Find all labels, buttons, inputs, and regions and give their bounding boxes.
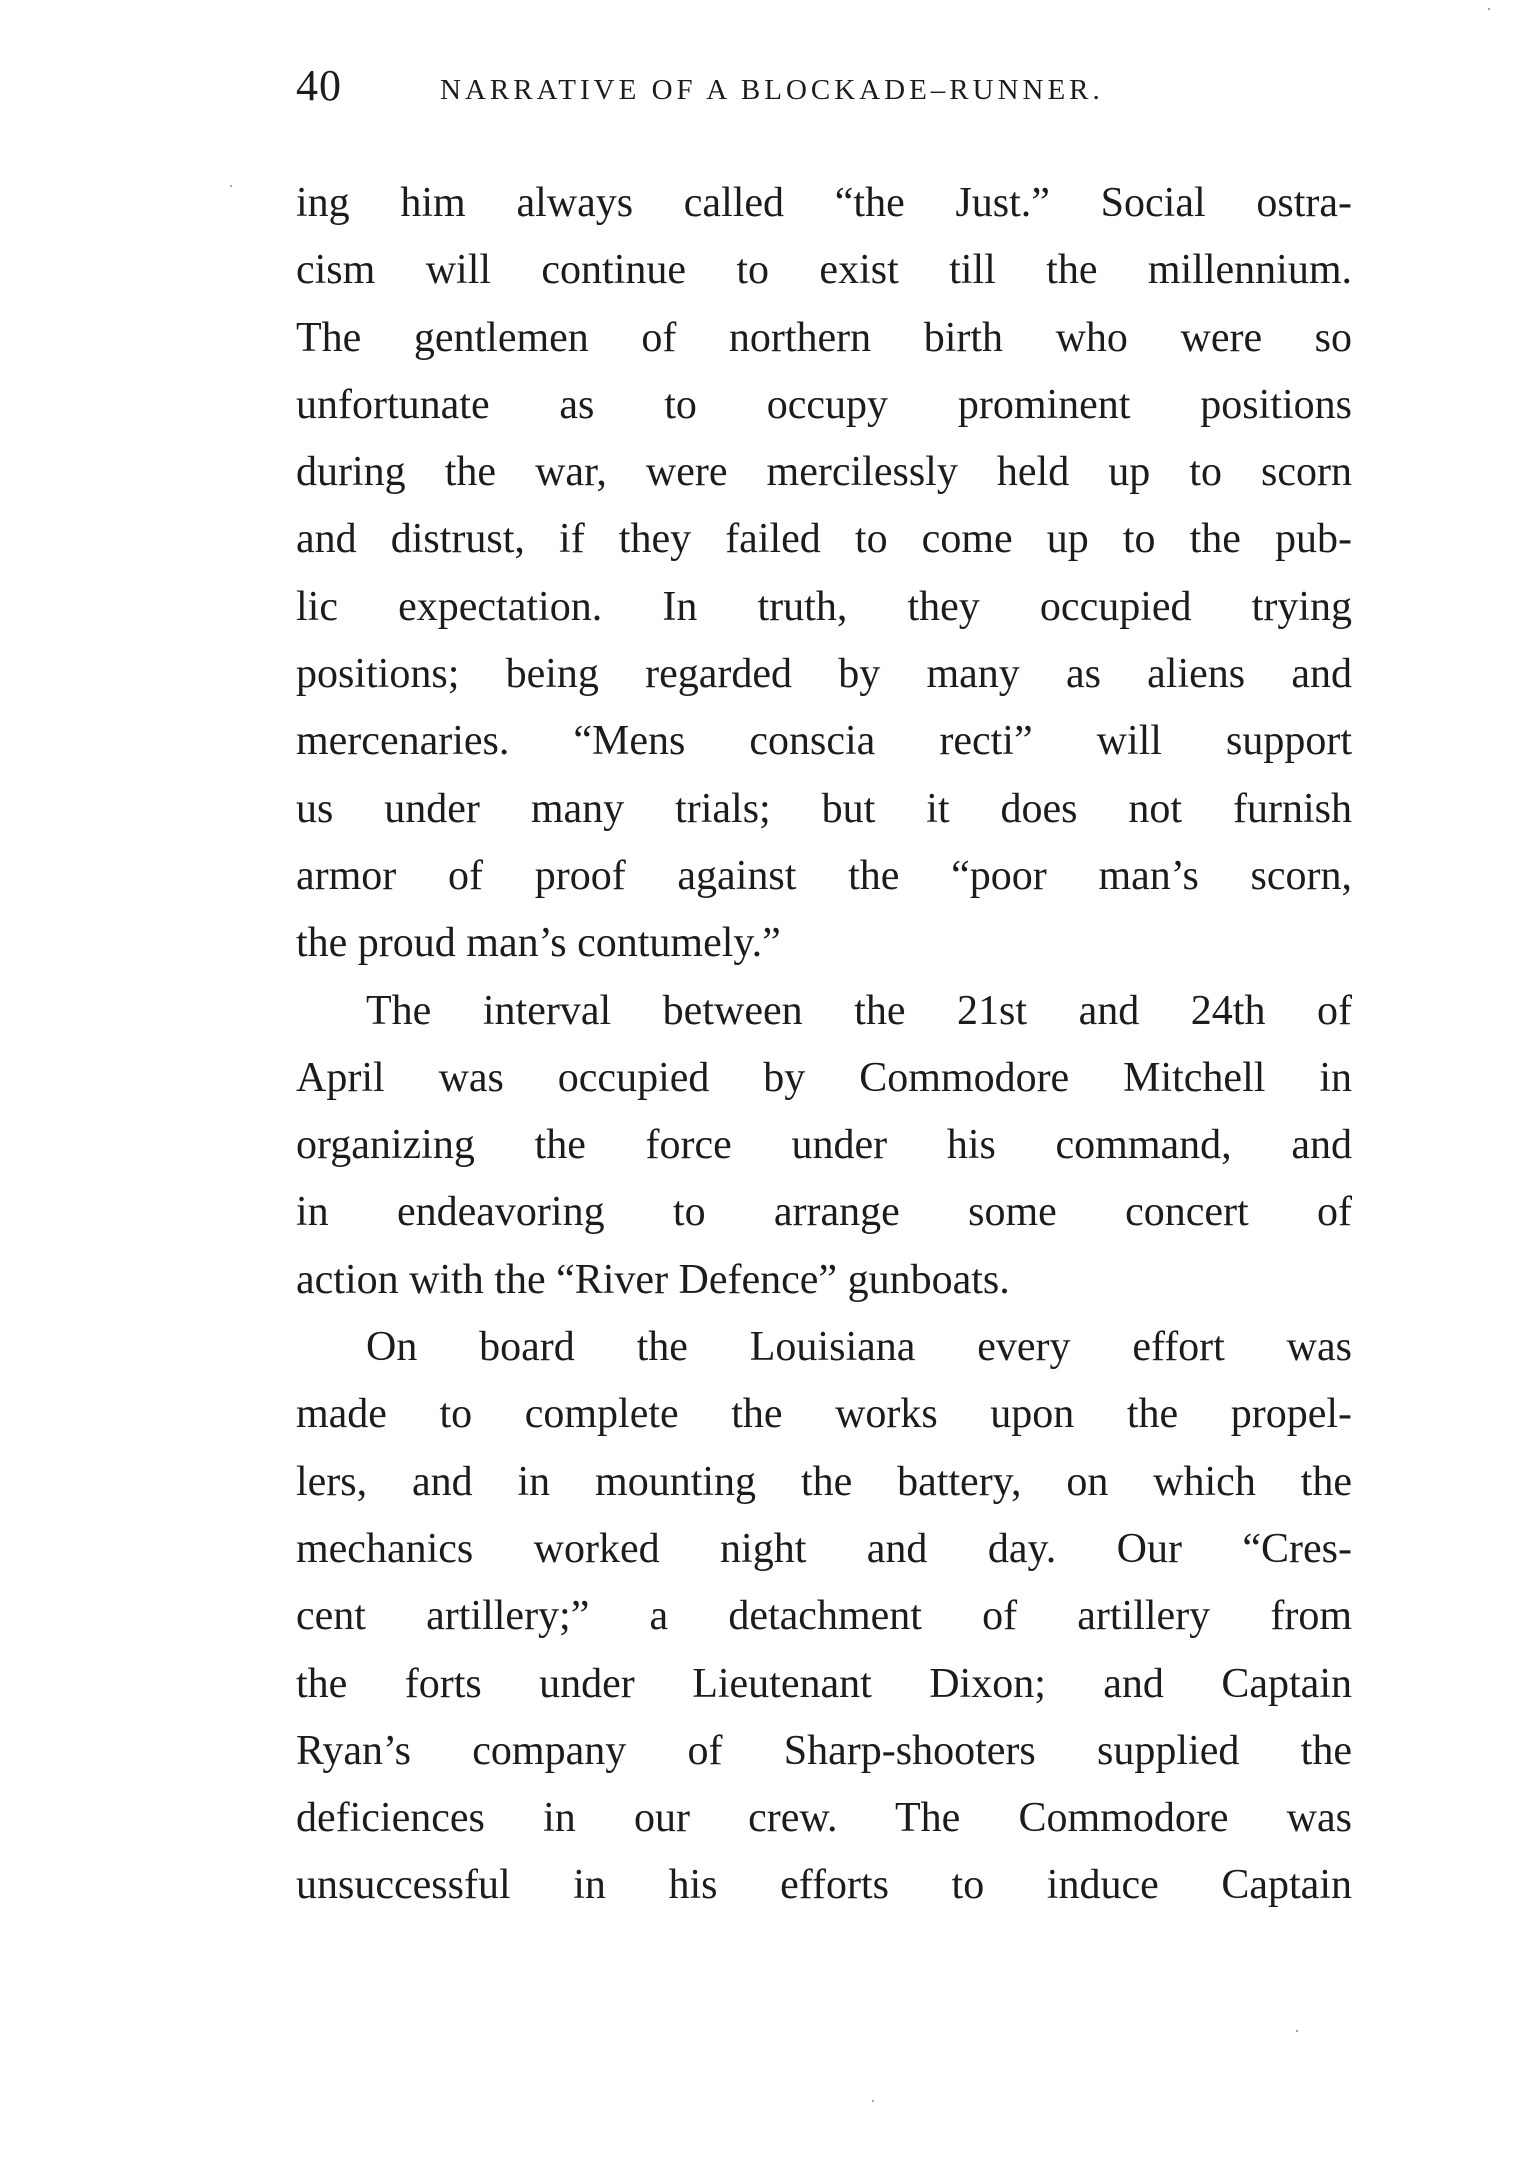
text-line: deficiences in our crew. The Commodore was bbox=[296, 1795, 1352, 1842]
running-title: NARRATIVE OF A BLOCKADE–RUNNER. bbox=[440, 74, 1104, 106]
paragraph-start-line: On board the Louisiana every effort was bbox=[366, 1324, 1352, 1371]
text-line: the forts under Lieutenant Dixon; and Captain bbox=[296, 1660, 1352, 1707]
paragraph-end-line: action with the “River Defence” gunboats. bbox=[296, 1256, 1010, 1303]
paragraph-start-line: The interval between the 21st and 24th of bbox=[366, 987, 1352, 1034]
body-text bbox=[296, 170, 1352, 1920]
text-line: cism will continue to exist till the millennium. bbox=[296, 247, 1352, 294]
text-line: lers, and in mounting the battery, on which the bbox=[296, 1458, 1352, 1505]
page-header bbox=[296, 58, 1356, 118]
text-line: unsuccessful in his efforts to induce Captain bbox=[296, 1862, 1352, 1909]
text-line: organizing the force under his command, and bbox=[296, 1122, 1352, 1169]
text-line: lic expectation. In truth, they occupied trying bbox=[296, 583, 1352, 630]
text-line: during the war, were mercilessly held up to scorn bbox=[296, 449, 1352, 496]
paper-speck bbox=[1296, 2030, 1298, 2032]
paper-speck bbox=[872, 2100, 874, 2102]
text-line: April was occupied by Commodore Mitchell in bbox=[296, 1054, 1352, 1101]
text-line: made to complete the works upon the propel- bbox=[296, 1391, 1352, 1438]
text-line: us under many trials; but it does not furnish bbox=[296, 785, 1352, 832]
text-line: The gentlemen of northern birth who were so bbox=[296, 314, 1352, 361]
text-line: and distrust, if they failed to come up to the pub- bbox=[296, 516, 1352, 563]
text-line: cent artillery;” a detachment of artillery from bbox=[296, 1593, 1352, 1640]
paper-speck bbox=[1488, 8, 1490, 10]
text-line: Ryan’s company of Sharp-shooters supplied the bbox=[296, 1727, 1352, 1774]
text-line: positions; being regarded by many as aliens and bbox=[296, 651, 1352, 698]
text-line: mechanics worked night and day. Our “Cres- bbox=[296, 1525, 1352, 1572]
paragraph-end-line: the proud man’s contumely.” bbox=[296, 920, 781, 967]
page-number: 40 bbox=[296, 61, 342, 110]
paper-speck bbox=[230, 185, 232, 187]
text-line: ing him always called “the Just.” Social ostra- bbox=[296, 180, 1352, 226]
text-line: unfortunate as to occupy prominent positions bbox=[296, 381, 1352, 428]
text-line: mercenaries. “Mens conscia recti” will support bbox=[296, 718, 1352, 765]
text-line: in endeavoring to arrange some concert of bbox=[296, 1189, 1352, 1236]
text-line: armor of proof against the “poor man’s scorn, bbox=[296, 852, 1352, 899]
